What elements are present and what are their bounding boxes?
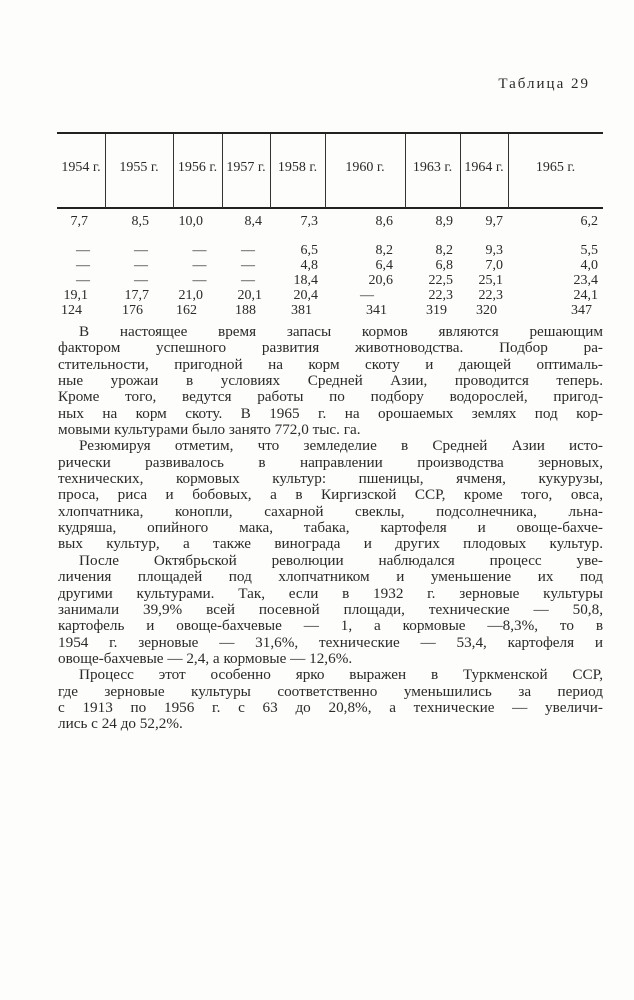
table-cell: —	[192, 258, 207, 273]
table-cell: 7,3	[300, 214, 318, 229]
text-line: В настоящее время запасы кормов являются решающим	[79, 323, 603, 340]
column-header: 1965 г.	[535, 160, 576, 175]
text-line: ные урожаи в условиях Средней Азии, проводится теперь.	[58, 372, 603, 390]
text-line: лись с 24 до 52,2%.	[58, 715, 183, 733]
table-cell: —	[192, 243, 207, 258]
table-cell: 7,7	[70, 214, 88, 229]
column-header: 1964 г.	[464, 160, 504, 175]
table-cell: 9,7	[485, 214, 503, 229]
column-divider	[105, 134, 106, 208]
table-cell: 4,0	[580, 258, 598, 273]
column-header: 1954 г.	[61, 160, 101, 175]
text-line: После Октябрьской революции наблюдался процесс уве-	[79, 551, 603, 569]
table-cell: 9,3	[485, 243, 503, 258]
table-cell: 320	[476, 303, 497, 318]
table-cell: —	[134, 258, 148, 273]
body-text	[58, 324, 603, 733]
text-line: хлопчатника, конопли, сахарной свеклы, подсолнечника, льна-	[58, 502, 603, 520]
text-line: проса, риса и бобовых, а в Киргизской ССР, кроме того, овса,	[58, 486, 603, 504]
table-cell: 162	[176, 303, 197, 318]
text-line: другими культурами. Так, если в 1932 г. зерновые культуры	[58, 584, 603, 602]
column-divider	[325, 134, 326, 208]
table-cell: 381	[291, 303, 312, 318]
table-cell: 124	[61, 303, 82, 318]
table-cell: 19,1	[63, 288, 88, 303]
table-cell: 8,4	[244, 214, 262, 229]
table-caption: Таблица 29	[498, 76, 590, 92]
table-cell: 6,8	[435, 258, 453, 273]
table-cell: —	[76, 273, 90, 288]
table-top-rule	[57, 132, 603, 134]
text-line: кудряша, опийного мака, табака, картофеля и овоще-бахче-	[58, 519, 603, 537]
text-line: овоще-бахчевые — 2,4, а кормовые — 12,6%.	[58, 649, 353, 667]
column-divider	[270, 134, 271, 208]
text-line: Кроме того, ведутся работы по подбору водорослей, пригод-	[58, 388, 603, 406]
table-row	[57, 303, 603, 318]
table-cell: 6,2	[580, 214, 598, 229]
text-line: стительности, пригодной на корм скоту и дающей оптималь-	[58, 355, 603, 373]
column-header: 1957 г.	[226, 160, 266, 175]
text-line: мовыми культурами было занято 772,0 тыс. га.	[58, 421, 361, 439]
text-line: картофель и овоще-бахчевые — 1, а кормовые —8,3%, то в	[58, 617, 603, 635]
text-line: ных на корм скоту. В 1965 г. на орошаемых землях под кор-	[58, 404, 603, 422]
column-divider	[508, 134, 509, 208]
column-header: 1958 г.	[277, 160, 318, 175]
text-line: личения площадей под хлопчатником и уменьшение их под	[58, 568, 603, 586]
table-row	[57, 214, 603, 229]
table-cell: 8,2	[435, 243, 453, 258]
table-row	[57, 288, 603, 303]
text-line: вых культур, а также винограда и других плодовых культур.	[58, 535, 603, 553]
text-line: 1954 г. зерновые — 31,6%, технические — 53,4, картофеля и	[58, 633, 603, 651]
table-cell: 347	[571, 303, 592, 318]
table-cell: —	[134, 273, 148, 288]
table-cell: —	[192, 273, 207, 288]
table-cell: —	[76, 243, 90, 258]
text-line: Процесс этот особенно ярко выражен в Туркменской ССР,	[79, 666, 603, 684]
column-header: 1960 г.	[345, 160, 385, 175]
column-header: 1956 г.	[177, 160, 218, 175]
table-cell: 6,5	[300, 243, 318, 258]
text-line: где зерновые культуры соответственно уменьшились за период	[58, 682, 603, 700]
table-cell: 341	[366, 303, 387, 318]
column-header: 1963 г.	[412, 160, 453, 175]
table-header-rule	[57, 207, 603, 209]
table-cell: 22,3	[478, 288, 503, 303]
column-divider	[173, 134, 174, 208]
table-cell: 20,1	[237, 288, 262, 303]
table-cell: 4,8	[300, 258, 318, 273]
table-cell: 22,3	[428, 288, 453, 303]
text-line: с 1913 по 1956 г. с 63 до 20,8%, а технические — увеличи-	[58, 698, 603, 716]
table-cell: 10,0	[178, 214, 203, 229]
table-cell: —	[360, 288, 374, 303]
table-cell: 7,0	[485, 258, 503, 273]
table-cell: 176	[122, 303, 143, 318]
table-cell: —	[241, 273, 255, 288]
table-cell: 21,0	[178, 288, 203, 303]
table-row	[57, 258, 603, 273]
text-line: рически развивалось в направлении производства зерновых,	[58, 453, 603, 471]
table-cell: 5,5	[580, 243, 598, 258]
table-cell: —	[76, 258, 90, 273]
table-cell: 8,6	[375, 214, 393, 229]
column-header: 1955 г.	[119, 160, 159, 175]
text-line: занимали 39,9% всей посевной площади, технические — 50,8,	[58, 600, 603, 618]
table-cell: 8,2	[375, 243, 393, 258]
column-divider	[405, 134, 406, 208]
table-cell: —	[241, 258, 255, 273]
column-divider	[222, 134, 223, 208]
table-cell: 25,1	[478, 273, 503, 288]
text-line: технических, кормовых культур: пшеницы, ячменя, кукурузы,	[58, 470, 603, 488]
text-line: Резюмируя отметим, что земледелие в Средней Азии исто-	[79, 437, 603, 455]
table-cell: 22,5	[428, 273, 453, 288]
table-cell: —	[134, 243, 148, 258]
table-cell: 6,4	[375, 258, 393, 273]
table-cell: 23,4	[573, 273, 598, 288]
table-cell: 18,4	[293, 273, 318, 288]
table-cell: 20,4	[293, 288, 318, 303]
table-cell: 188	[235, 303, 256, 318]
text-line: фактором успешного развития животноводства. Подбор ра-	[58, 339, 603, 357]
table-row	[57, 273, 603, 288]
table-cell: 17,7	[124, 288, 149, 303]
table-cell: 20,6	[368, 273, 393, 288]
table-row	[57, 243, 603, 258]
table-cell: —	[241, 243, 255, 258]
table-cell: 8,5	[131, 214, 149, 229]
table-cell: 24,1	[573, 288, 598, 303]
table-cell: 8,9	[435, 214, 453, 229]
column-divider	[460, 134, 461, 208]
table-cell: 319	[426, 303, 447, 318]
